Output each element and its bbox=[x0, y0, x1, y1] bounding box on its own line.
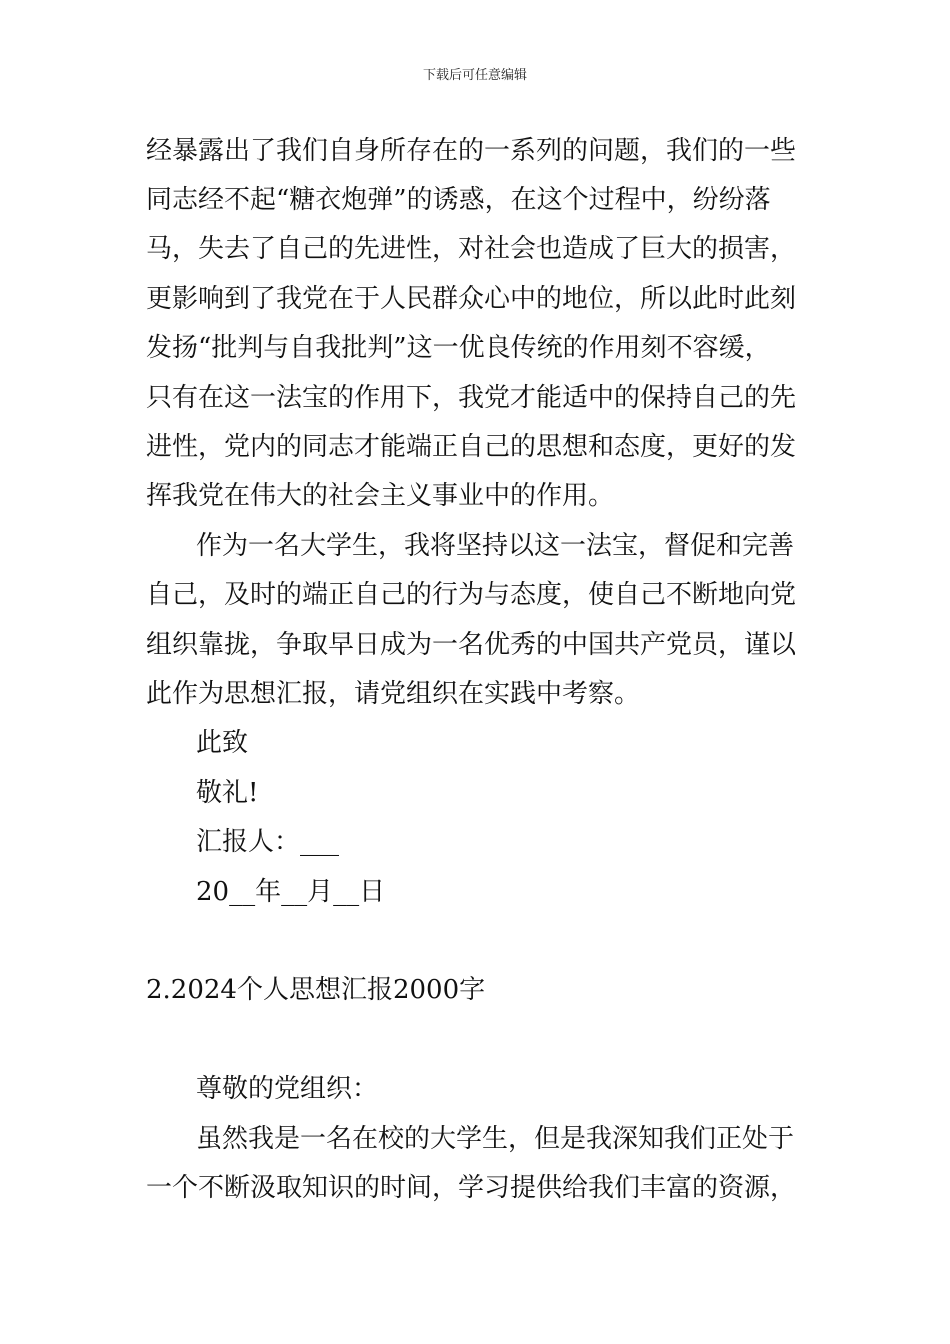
body-line: 马，失去了自己的先进性，对社会也造成了巨大的损害， bbox=[146, 234, 797, 264]
body-line: 挥我党在伟大的社会主义事业中的作用。 bbox=[146, 481, 615, 511]
body-line: 自己，及时的端正自己的行为与态度，使自己不断地向党 bbox=[146, 580, 797, 610]
date-line: 20__年__月__日 bbox=[196, 877, 386, 907]
body-line: 组织靠拢，争取早日成为一名优秀的中国共产党员，谨以 bbox=[146, 630, 797, 660]
body-line: 进性，党内的同志才能端正自己的思想和态度，更好的发 bbox=[146, 432, 797, 462]
body-line: 同志经不起“糖衣炮弹”的诱惑，在这个过程中，纷纷落 bbox=[146, 185, 771, 215]
body-line: 只有在这一法宝的作用下，我党才能适中的保持自己的先 bbox=[146, 383, 797, 413]
body-line: 发扬“批判与自我批判”这一优良传统的作用刻不容缓， bbox=[146, 333, 771, 363]
closing-regards: 敬礼! bbox=[196, 778, 259, 808]
body-line: 虽然我是一名在校的大学生，但是我深知我们正处于 bbox=[196, 1124, 795, 1154]
page-header: 下载后可任意编辑 bbox=[422, 68, 527, 83]
body-line: 一个不断汲取知识的时间，学习提供给我们丰富的资源， bbox=[146, 1173, 797, 1203]
body-line: 此作为思想汇报，请党组织在实践中考察。 bbox=[146, 679, 641, 709]
section-title: 2.2024个人思想汇报2000字 bbox=[146, 975, 486, 1005]
body-line: 更影响到了我党在于人民群众心中的地位，所以此时此刻 bbox=[146, 284, 797, 314]
greeting-line: 尊敬的党组织： bbox=[196, 1074, 379, 1104]
reporter-line: 汇报人：___ bbox=[196, 827, 340, 857]
body-line: 经暴露出了我们自身所存在的一系列的问题，我们的一些 bbox=[146, 136, 797, 166]
closing-salutation: 此致 bbox=[196, 728, 249, 758]
body-line: 作为一名大学生，我将坚持以这一法宝，督促和完善 bbox=[196, 531, 795, 561]
